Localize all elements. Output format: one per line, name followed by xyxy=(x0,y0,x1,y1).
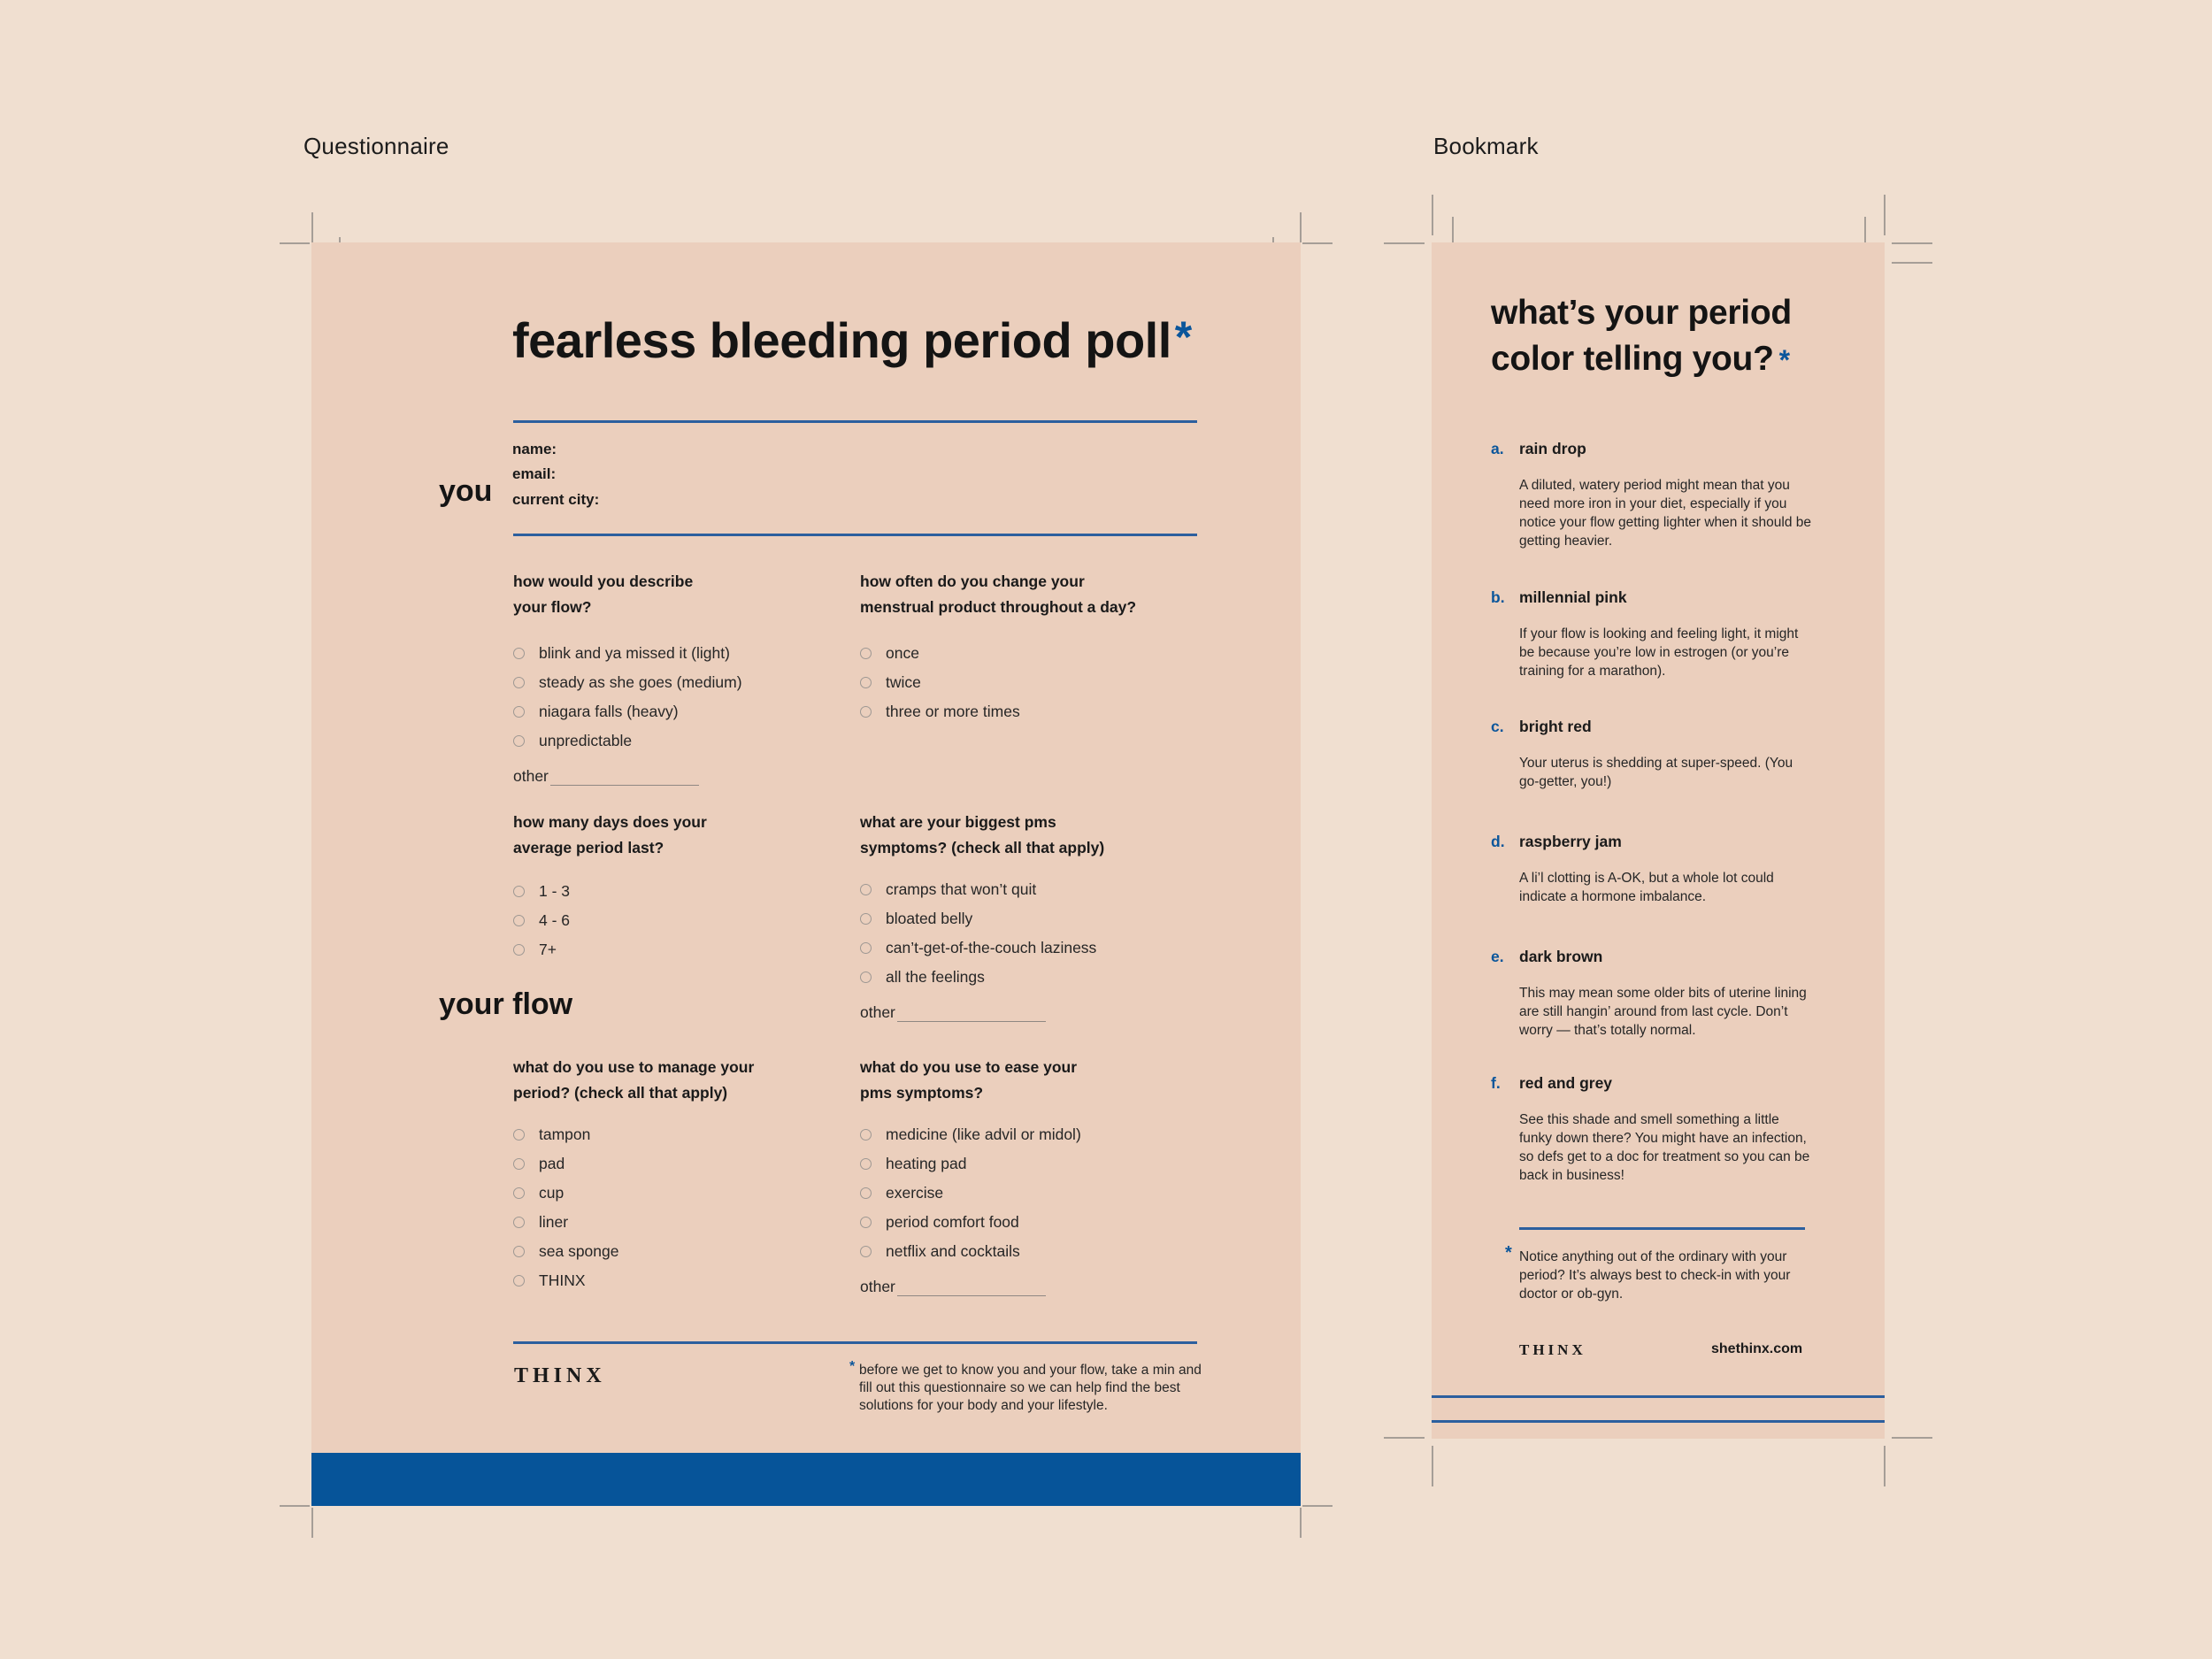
item-letter: d. xyxy=(1491,833,1505,850)
option-label: THINX xyxy=(539,1271,586,1289)
bookmark-sheet xyxy=(1432,242,1885,1439)
option-label: tampon xyxy=(539,1125,591,1143)
radio-icon[interactable] xyxy=(513,1217,525,1228)
footnote-text: before we get to know you and your flow, take a min and fill out this questionnaire so we can help find the best solutions for your body and your lifestyle. xyxy=(859,1363,1202,1413)
item-description: This may mean some older bits of uterine lining are still hangin’ around from last cycle. Don’t worry — that’s totally normal. xyxy=(1519,986,1807,1038)
radio-icon[interactable] xyxy=(860,1158,872,1170)
option-label: all the feelings xyxy=(886,968,985,986)
item-letter: b. xyxy=(1491,588,1505,606)
option-label: exercise xyxy=(886,1184,944,1202)
option-laziness[interactable] xyxy=(860,933,1179,963)
question-flow-describe xyxy=(513,569,805,786)
item-description: See this shade and smell something a little funky down there? You might have an infection, so defs get to a doc for treatment so you can be back in business! xyxy=(1519,1112,1810,1183)
bookmark-divider xyxy=(1519,1227,1805,1230)
question-text xyxy=(860,810,1179,861)
question-days xyxy=(513,810,805,964)
question-line: average period last? xyxy=(513,839,664,856)
option-label: blink and ya missed it (light) xyxy=(539,644,730,662)
item-name: dark brown xyxy=(1519,948,1603,965)
radio-icon[interactable] xyxy=(513,677,525,688)
question-manage xyxy=(513,1055,805,1295)
radio-icon[interactable] xyxy=(513,944,525,956)
option-label: unpredictable xyxy=(539,732,633,749)
option-three-or-more[interactable] xyxy=(860,697,1179,726)
bookmark-thinx-logo: THINX xyxy=(1519,1341,1586,1358)
option-light[interactable] xyxy=(513,639,805,668)
option-label: 7+ xyxy=(539,941,557,958)
poll-title xyxy=(512,311,1192,369)
option-7-plus[interactable] xyxy=(513,935,805,964)
radio-icon[interactable] xyxy=(860,913,872,925)
option-label: twice xyxy=(886,673,921,691)
poll-title-text: fearless bleeding period poll xyxy=(512,312,1171,368)
question-text xyxy=(513,810,805,861)
question-text xyxy=(860,1055,1179,1106)
radio-icon[interactable] xyxy=(860,1187,872,1199)
questionnaire-label: Questionnaire xyxy=(303,133,449,159)
question-line: your flow? xyxy=(513,598,592,616)
radio-icon[interactable] xyxy=(513,648,525,659)
option-thinx[interactable] xyxy=(513,1266,805,1295)
option-pad[interactable] xyxy=(513,1149,805,1179)
option-label: steady as she goes (medium) xyxy=(539,673,742,691)
question-text xyxy=(860,569,1179,620)
website-link[interactable]: shethinx.com xyxy=(1711,1341,1803,1356)
other-label: other xyxy=(860,1278,895,1295)
item-name: bright red xyxy=(1519,718,1592,735)
bookmark-bottom-rule xyxy=(1432,1395,1885,1398)
option-medium[interactable] xyxy=(513,668,805,697)
option-netflix[interactable] xyxy=(860,1237,1179,1266)
question-line: what do you use to ease your xyxy=(860,1058,1078,1076)
question-line: how would you describe xyxy=(513,572,694,590)
question-line: how often do you change your xyxy=(860,572,1085,590)
option-label: niagara falls (heavy) xyxy=(539,703,679,720)
city-field-label[interactable]: current city: xyxy=(512,491,600,508)
question-change-often xyxy=(860,569,1179,726)
radio-icon[interactable] xyxy=(513,1275,525,1286)
bookmark-note: Notice anything out of the ordinary with your period? It’s always best to check-in with your doctor or ob-gyn. xyxy=(1519,1249,1791,1302)
option-label: pad xyxy=(539,1155,565,1172)
other-input-line[interactable] xyxy=(897,1005,1046,1022)
email-field-label[interactable]: email: xyxy=(512,465,557,482)
option-label: liner xyxy=(539,1213,569,1231)
option-twice[interactable] xyxy=(860,668,1179,697)
item-letter: f. xyxy=(1491,1074,1501,1092)
radio-icon[interactable] xyxy=(860,677,872,688)
option-4-6[interactable] xyxy=(513,906,805,935)
blue-footer-bar xyxy=(311,1453,1301,1506)
bookmark-title-line: what’s your period xyxy=(1491,294,1792,332)
bookmark-bottom-rule-2 xyxy=(1432,1420,1885,1423)
option-heating-pad[interactable] xyxy=(860,1149,1179,1179)
question-line: period? (check all that apply) xyxy=(513,1084,728,1102)
radio-icon[interactable] xyxy=(513,706,525,718)
question-text xyxy=(513,569,805,620)
radio-icon[interactable] xyxy=(860,648,872,659)
radio-icon[interactable] xyxy=(513,1246,525,1257)
option-cup[interactable] xyxy=(513,1179,805,1208)
question-line: menstrual product throughout a day? xyxy=(860,598,1137,616)
question-text xyxy=(513,1055,805,1106)
other-label: other xyxy=(860,1003,895,1021)
option-label: can’t-get-of-the-couch laziness xyxy=(886,939,1097,956)
other-input-line[interactable] xyxy=(550,769,699,786)
other-field[interactable] xyxy=(860,1266,1179,1296)
option-feelings[interactable] xyxy=(860,963,1179,992)
item-description: Your uterus is shedding at super-speed. (You go-getter, you!) xyxy=(1519,756,1793,789)
question-line: how many days does your xyxy=(513,813,707,831)
other-input-line[interactable] xyxy=(897,1279,1046,1296)
note-asterisk-icon: * xyxy=(1505,1243,1512,1263)
option-label: 1 - 3 xyxy=(539,882,571,900)
option-label: cramps that won’t quit xyxy=(886,880,1037,898)
radio-icon[interactable] xyxy=(860,1217,872,1228)
option-sea-sponge[interactable] xyxy=(513,1237,805,1266)
color-item-dark-brown xyxy=(1491,948,1845,1040)
option-label: period comfort food xyxy=(886,1213,1019,1231)
question-line: pms symptoms? xyxy=(860,1084,984,1102)
bookmark-label: Bookmark xyxy=(1433,133,1539,159)
radio-icon[interactable] xyxy=(860,1246,872,1257)
thinx-logo: THINX xyxy=(514,1364,606,1387)
option-label: three or more times xyxy=(886,703,1020,720)
you-heading: you xyxy=(439,474,493,508)
radio-icon[interactable] xyxy=(513,1187,525,1199)
option-bloated[interactable] xyxy=(860,904,1179,933)
asterisk-icon: * xyxy=(1174,312,1192,362)
radio-icon[interactable] xyxy=(513,886,525,897)
radio-icon[interactable] xyxy=(513,1129,525,1141)
question-ease xyxy=(860,1055,1179,1296)
radio-icon[interactable] xyxy=(513,915,525,926)
divider-bottom xyxy=(513,1341,1197,1344)
name-field-label[interactable]: name: xyxy=(512,441,557,457)
item-letter: a. xyxy=(1491,440,1504,457)
option-label: 4 - 6 xyxy=(539,911,571,929)
other-field[interactable] xyxy=(860,992,1179,1022)
option-label: heating pad xyxy=(886,1155,967,1172)
color-item-rain-drop xyxy=(1491,440,1845,550)
option-label: netflix and cocktails xyxy=(886,1242,1020,1260)
other-field[interactable] xyxy=(513,756,805,786)
option-medicine[interactable] xyxy=(860,1120,1179,1149)
item-name: rain drop xyxy=(1519,440,1586,457)
item-name: millennial pink xyxy=(1519,588,1627,606)
item-description: A diluted, watery period might mean that you need more iron in your diet, especially if you notice your flow getting lighter when it should be getting heavier. xyxy=(1519,478,1812,549)
item-name: red and grey xyxy=(1519,1074,1613,1092)
option-exercise[interactable] xyxy=(860,1179,1179,1208)
item-letter: e. xyxy=(1491,948,1504,965)
radio-icon[interactable] xyxy=(860,1129,872,1141)
color-item-raspberry-jam xyxy=(1491,833,1845,906)
option-label: medicine (like advil or midol) xyxy=(886,1125,1081,1143)
bookmark-title xyxy=(1491,290,1863,383)
option-liner[interactable] xyxy=(513,1208,805,1237)
footnote-asterisk-icon: * xyxy=(849,1359,856,1374)
item-letter: c. xyxy=(1491,718,1504,735)
option-once[interactable] xyxy=(860,639,1179,668)
question-pms xyxy=(860,810,1179,1022)
option-unpredictable[interactable] xyxy=(513,726,805,756)
option-comfort-food[interactable] xyxy=(860,1208,1179,1237)
radio-icon[interactable] xyxy=(860,942,872,954)
bookmark-title-line: color telling you? xyxy=(1491,340,1774,378)
question-line: what are your biggest pms xyxy=(860,813,1056,831)
radio-icon[interactable] xyxy=(513,735,525,747)
option-label: sea sponge xyxy=(539,1242,619,1260)
divider-top xyxy=(513,420,1197,423)
radio-icon[interactable] xyxy=(860,706,872,718)
your-flow-heading: your flow xyxy=(439,987,573,1021)
option-tampon[interactable] xyxy=(513,1120,805,1149)
item-description: If your flow is looking and feeling light, it might be because you’re low in estrogen (or you’re training for a marathon). xyxy=(1519,626,1799,679)
option-label: once xyxy=(886,644,919,662)
option-label: cup xyxy=(539,1184,565,1202)
radio-icon[interactable] xyxy=(860,972,872,983)
question-line: symptoms? (check all that apply) xyxy=(860,839,1105,856)
questionnaire-sheet xyxy=(311,242,1301,1506)
radio-icon[interactable] xyxy=(860,884,872,895)
other-label: other xyxy=(513,767,549,785)
color-item-millennial-pink xyxy=(1491,588,1845,680)
item-description: A li’l clotting is A-OK, but a whole lot could indicate a hormone imbalance. xyxy=(1519,871,1774,904)
asterisk-icon: * xyxy=(1778,344,1790,376)
option-1-3[interactable] xyxy=(513,877,805,906)
color-item-bright-red xyxy=(1491,718,1845,791)
color-item-red-and-grey xyxy=(1491,1074,1845,1185)
option-cramps[interactable] xyxy=(860,875,1179,904)
option-label: bloated belly xyxy=(886,910,973,927)
option-heavy[interactable] xyxy=(513,697,805,726)
item-name: raspberry jam xyxy=(1519,833,1622,850)
divider-you xyxy=(513,534,1197,536)
radio-icon[interactable] xyxy=(513,1158,525,1170)
question-line: what do you use to manage your xyxy=(513,1058,755,1076)
